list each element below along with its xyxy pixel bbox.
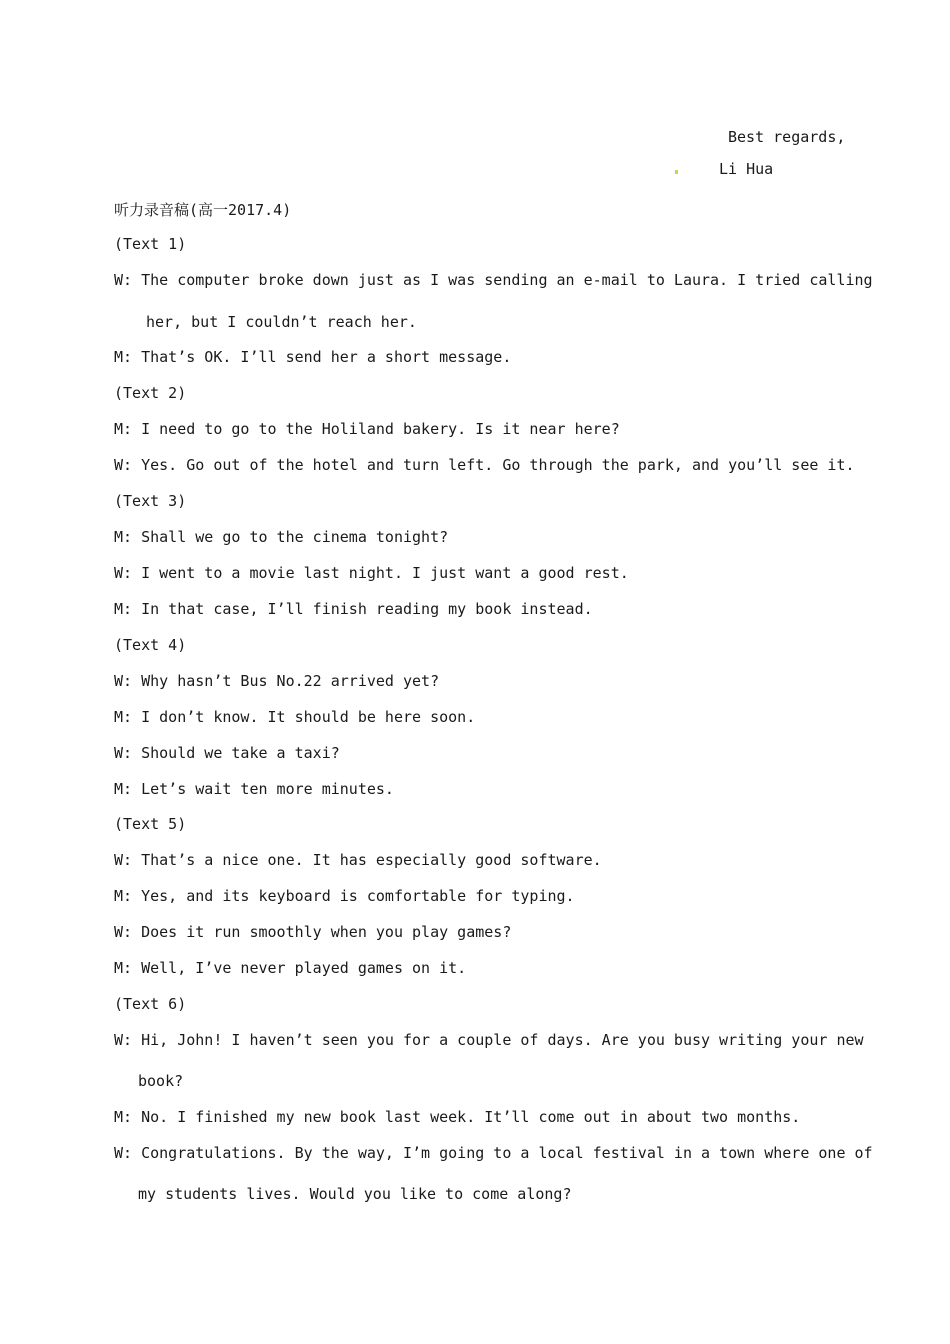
text-heading-4: (Text 4) [114,636,187,654]
dialogue-line: W: Yes. Go out of the hotel and turn left. Go through the park, and you’ll see it. [114,456,855,474]
dialogue-line: M: Let’s wait ten more minutes. [114,780,394,798]
scan-artifact-mark [675,170,678,174]
text-heading-2: (Text 2) [114,384,187,402]
dialogue-line: W: Should we take a taxi? [114,744,340,762]
dialogue-line-continuation: book? [138,1072,184,1090]
dialogue-line: W: Congratulations. By the way, I’m going to a local festival in a town where one of [114,1144,873,1162]
dialogue-line: M: In that case, I’ll finish reading my book instead. [114,600,593,618]
dialogue-line: M: I don’t know. It should be here soon. [114,708,476,726]
text-heading-6: (Text 6) [114,995,187,1013]
dialogue-line: M: That’s OK. I’ll send her a short message. [114,348,512,366]
letter-closing: Best regards, [728,128,846,146]
dialogue-line: W: Does it run smoothly when you play games? [114,923,512,941]
dialogue-line: W: Why hasn’t Bus No.22 arrived yet? [114,672,440,690]
letter-signature: Li Hua [719,160,774,178]
dialogue-line: W: I went to a movie last night. I just want a good rest. [114,564,629,582]
dialogue-line-continuation: my students lives. Would you like to come along? [138,1185,572,1203]
transcript-title: 听力录音稿(高一2017.4) [114,201,292,219]
text-heading-3: (Text 3) [114,492,187,510]
text-heading-5: (Text 5) [114,815,187,833]
dialogue-line: W: The computer broke down just as I was sending an e-mail to Laura. I tried calling [114,271,873,289]
dialogue-line-continuation: her, but I couldn’t reach her. [146,313,417,331]
dialogue-line: M: No. I finished my new book last week. It’ll come out in about two months. [114,1108,801,1126]
dialogue-line: W: Hi, John! I haven’t seen you for a couple of days. Are you busy writing your new [114,1031,864,1049]
text-heading-1: (Text 1) [114,235,187,253]
dialogue-line: M: Shall we go to the cinema tonight? [114,528,449,546]
dialogue-line: M: Well, I’ve never played games on it. [114,959,467,977]
dialogue-line: M: Yes, and its keyboard is comfortable for typing. [114,887,575,905]
dialogue-line: M: I need to go to the Holiland bakery. Is it near here? [114,420,620,438]
dialogue-line: W: That’s a nice one. It has especially good software. [114,851,602,869]
